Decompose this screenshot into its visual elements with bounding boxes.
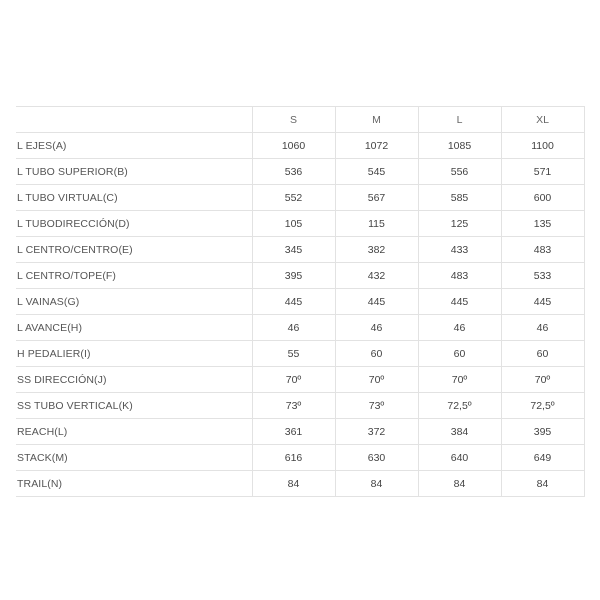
table-row — [16, 393, 584, 419]
row-label: L TUBO VIRTUAL(C) — [16, 185, 252, 211]
value-cell-l: 60 — [418, 341, 501, 367]
value-cell-s: 84 — [252, 471, 335, 497]
value-cell-m: 60 — [335, 341, 418, 367]
row-label: L TUBO SUPERIOR(B) — [16, 159, 252, 185]
value-cell-xl: 84 — [501, 471, 584, 497]
table-row — [16, 341, 584, 367]
table-row — [16, 367, 584, 393]
table-row — [16, 185, 584, 211]
row-label: STACK(M) — [16, 445, 252, 471]
value-cell-l: 46 — [418, 315, 501, 341]
geometry-table — [16, 106, 585, 497]
value-cell-l: 445 — [418, 289, 501, 315]
table-row — [16, 315, 584, 341]
value-cell-xl: 135 — [501, 211, 584, 237]
value-cell-s: 55 — [252, 341, 335, 367]
value-cell-l: 70º — [418, 367, 501, 393]
header-label-cell — [16, 107, 252, 133]
value-cell-l: 556 — [418, 159, 501, 185]
value-cell-s: 345 — [252, 237, 335, 263]
value-cell-s: 105 — [252, 211, 335, 237]
value-cell-l: 72,5º — [418, 393, 501, 419]
row-label: L TUBODIRECCIÓN(D) — [16, 211, 252, 237]
table-row — [16, 159, 584, 185]
value-cell-m: 84 — [335, 471, 418, 497]
size-header-m: M — [335, 107, 418, 133]
value-cell-l: 84 — [418, 471, 501, 497]
row-label: L AVANCE(H) — [16, 315, 252, 341]
value-cell-m: 115 — [335, 211, 418, 237]
value-cell-xl: 1100 — [501, 133, 584, 159]
value-cell-s: 536 — [252, 159, 335, 185]
value-cell-xl: 70º — [501, 367, 584, 393]
table-row — [16, 445, 584, 471]
value-cell-xl: 46 — [501, 315, 584, 341]
table-row — [16, 263, 584, 289]
value-cell-xl: 649 — [501, 445, 584, 471]
row-label: SS DIRECCIÓN(J) — [16, 367, 252, 393]
value-cell-m: 445 — [335, 289, 418, 315]
row-label: REACH(L) — [16, 419, 252, 445]
value-cell-xl: 533 — [501, 263, 584, 289]
value-cell-m: 73º — [335, 393, 418, 419]
value-cell-xl: 60 — [501, 341, 584, 367]
table-header — [16, 107, 584, 133]
value-cell-xl: 72,5º — [501, 393, 584, 419]
value-cell-m: 630 — [335, 445, 418, 471]
size-header-xl: XL — [501, 107, 584, 133]
value-cell-xl: 600 — [501, 185, 584, 211]
value-cell-s: 1060 — [252, 133, 335, 159]
value-cell-s: 73º — [252, 393, 335, 419]
value-cell-xl: 395 — [501, 419, 584, 445]
row-label: L EJES(A) — [16, 133, 252, 159]
value-cell-xl: 483 — [501, 237, 584, 263]
table-row — [16, 211, 584, 237]
row-label: L CENTRO/TOPE(F) — [16, 263, 252, 289]
size-header-s: S — [252, 107, 335, 133]
value-cell-m: 372 — [335, 419, 418, 445]
table-row — [16, 289, 584, 315]
table-row — [16, 237, 584, 263]
table-body — [16, 133, 584, 497]
row-label: H PEDALIER(I) — [16, 341, 252, 367]
value-cell-l: 585 — [418, 185, 501, 211]
size-header-l: L — [418, 107, 501, 133]
value-cell-xl: 445 — [501, 289, 584, 315]
value-cell-s: 445 — [252, 289, 335, 315]
value-cell-l: 640 — [418, 445, 501, 471]
table-row — [16, 419, 584, 445]
value-cell-m: 46 — [335, 315, 418, 341]
value-cell-m: 545 — [335, 159, 418, 185]
row-label: TRAIL(N) — [16, 471, 252, 497]
value-cell-s: 395 — [252, 263, 335, 289]
row-label: SS TUBO VERTICAL(K) — [16, 393, 252, 419]
value-cell-m: 1072 — [335, 133, 418, 159]
row-label: L CENTRO/CENTRO(E) — [16, 237, 252, 263]
value-cell-s: 552 — [252, 185, 335, 211]
value-cell-m: 432 — [335, 263, 418, 289]
value-cell-s: 46 — [252, 315, 335, 341]
value-cell-l: 433 — [418, 237, 501, 263]
table-row — [16, 133, 584, 159]
value-cell-l: 1085 — [418, 133, 501, 159]
value-cell-l: 483 — [418, 263, 501, 289]
value-cell-xl: 571 — [501, 159, 584, 185]
value-cell-s: 616 — [252, 445, 335, 471]
value-cell-s: 70º — [252, 367, 335, 393]
value-cell-l: 384 — [418, 419, 501, 445]
value-cell-s: 361 — [252, 419, 335, 445]
value-cell-m: 70º — [335, 367, 418, 393]
value-cell-m: 567 — [335, 185, 418, 211]
header-row — [16, 107, 584, 133]
value-cell-m: 382 — [335, 237, 418, 263]
row-label: L VAINAS(G) — [16, 289, 252, 315]
value-cell-l: 125 — [418, 211, 501, 237]
table-row — [16, 471, 584, 497]
